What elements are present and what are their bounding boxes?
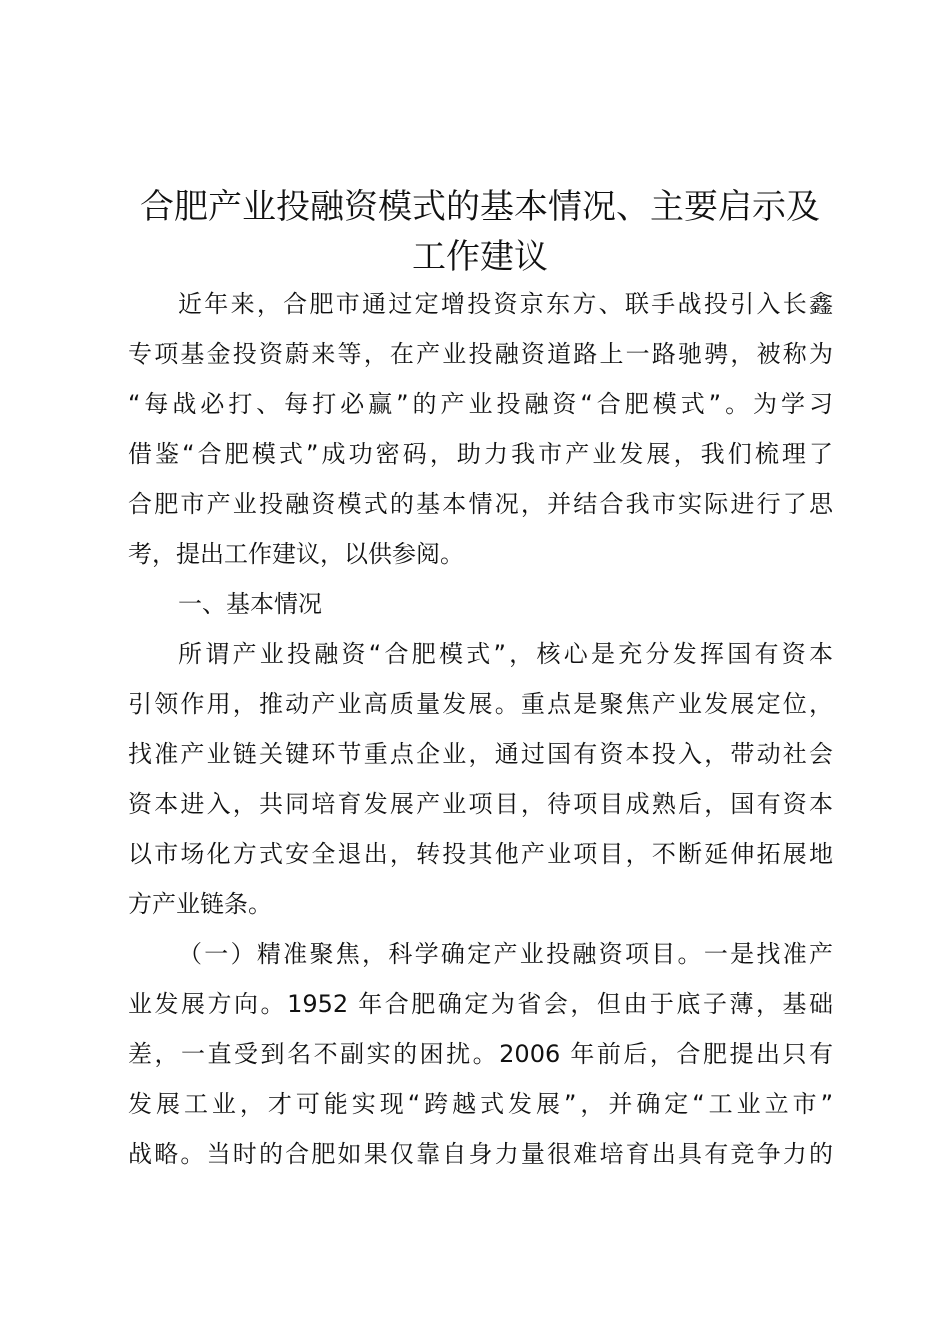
paragraph-line: 战略。当时的合肥如果仅靠自身力量很难培育出具有竞争力的 [128,1140,833,1168]
paragraph-line: 专项基金投资蔚来等，在产业投融资道路上一路驰骋，被称为 [128,340,833,368]
paragraph-line: 合肥市产业投融资模式的基本情况，并结合我市实际进行了思 [128,490,833,518]
document-title-line-1: 合肥产业投融资模式的基本情况、主要启示及 [140,187,820,227]
paragraph-line: 找准产业链关键环节重点企业，通过国有资本投入，带动社会 [128,740,833,768]
paragraph-line: 差，一直受到名不副实的困扰。2006 年前后，合肥提出只有 [128,1040,833,1068]
paragraph-line: “每战必打、每打必赢”的产业投融资“合肥模式”。为学习 [128,390,833,418]
paragraph-line: 近年来，合肥市通过定增投资京东方、联手战投引入长鑫 [178,290,833,318]
paragraph-line: 引领作用，推动产业高质量发展。重点是聚焦产业发展定位， [128,690,833,718]
paragraph-line: 以市场化方式安全退出，转投其他产业项目，不断延伸拓展地 [128,840,833,868]
section-heading: 一、基本情况 [178,590,322,618]
paragraph-line: 考，提出工作建议，以供参阅。 [128,540,464,568]
paragraph-line: 所谓产业投融资“合肥模式”，核心是充分发挥国有资本 [178,640,833,668]
document-title-line-2: 工作建议 [412,237,548,277]
paragraph-line: 借鉴“合肥模式”成功密码，助力我市产业发展，我们梳理了 [128,440,833,468]
paragraph-line: 业发展方向。1952 年合肥确定为省会，但由于底子薄，基础 [128,990,833,1018]
paragraph-line: 资本进入，共同培育发展产业项目，待项目成熟后，国有资本 [128,790,833,818]
paragraph-line: 方产业链条。 [128,890,272,918]
paragraph-line: 发展工业，才可能实现“跨越式发展”，并确定“工业立市” [128,1090,833,1118]
subsection-line: （一）精准聚焦，科学确定产业投融资项目。一是找准产 [178,940,833,968]
